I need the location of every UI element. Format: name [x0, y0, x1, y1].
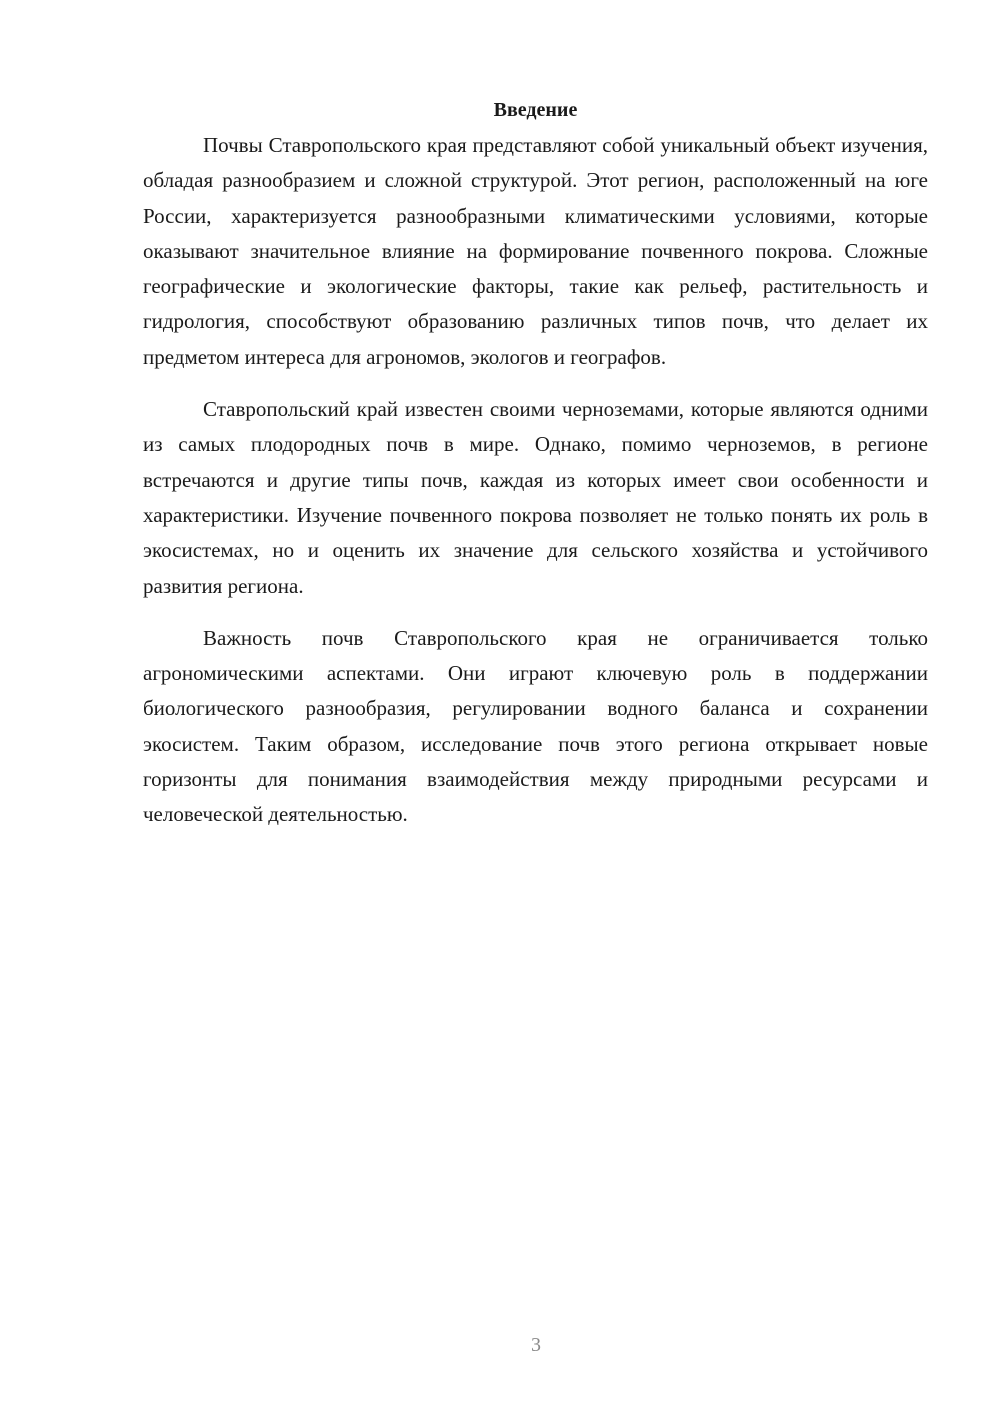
section-title: Введение [493, 99, 578, 121]
paragraph-1: Почвы Ставропольского края представляют собой уникальный объект изучения, обладая разнообразием и сложной структурой. Этот регион, расположенный на юге России, характеризуется разнообразными климатическими условиями, которые оказывают значительное влияние на формирование почвенного покрова. Сложные географические и экологические факторы, такие как рельеф, растительность и гидрология, способствуют образованию различных типов почв, что делает их предметом интереса для агрономов, экологов и географов. [143, 133, 928, 369]
page-number: 3 [531, 1334, 541, 1356]
paragraph-3: Важность почв Ставропольского края не ограничивается только агрономическими аспектами. Они играют ключевую роль в поддержании биологического разнообразия, регулировании водного баланса и сохранении экосистем. Таким образом, исследование почв этого региона открывает новые горизонты для понимания взаимодействия между природными ресурсами и человеческой деятельностью. [143, 625, 928, 827]
paragraph-2: Ставропольский край известен своими черноземами, которые являются одними из самых плодородных почв в мире. Однако, помимо черноземов, в регионе встречаются и другие типы почв, каждая из которых имеет свои особенности и характеристики. Изучение почвенного покрова позволяет не только понять их роль в экосистемах, но и оценить их значение для сельского хозяйства и устойчивого развития региона. [143, 397, 928, 598]
page-body [143, 93, 928, 833]
